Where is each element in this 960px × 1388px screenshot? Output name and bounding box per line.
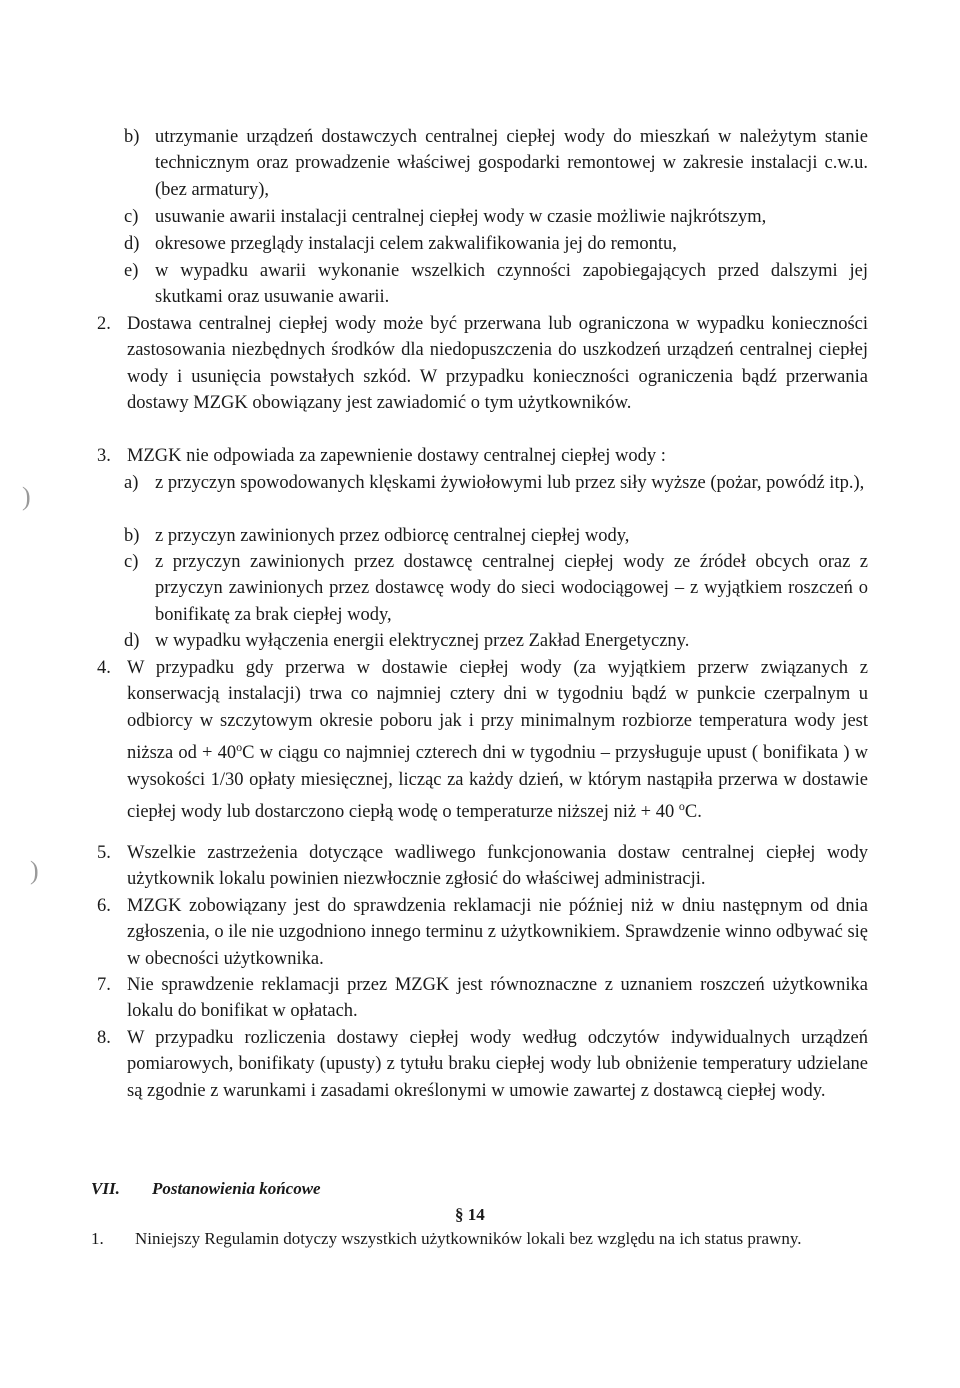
item-text: usuwanie awarii instalacji centralnej ciepłej wody w czasie możliwie najkrótszym,	[155, 207, 767, 227]
numbered-item	[97, 972, 868, 1025]
item-number: 3.	[97, 446, 111, 466]
item-text: MZGK zobowiązany jest do sprawdzenia reklamacji nie później niż w dniu następnym od dnia zgłoszenia, o ile nie uzgodniono innego terminu z użytkownikiem. Sprawdzenie winno odbywać się w obecności użytkownika.	[127, 896, 868, 969]
item-marker: e)	[124, 261, 139, 281]
item-text: z przyczyn zawinionych przez odbiorcę centralnej ciepłej wody,	[155, 526, 630, 546]
item-marker: b)	[124, 526, 140, 546]
item-marker: d)	[124, 631, 140, 651]
item-marker: c)	[124, 552, 139, 572]
list-item	[124, 470, 868, 496]
section-title: Postanowienia końcowe	[152, 1179, 321, 1198]
numbered-item	[91, 1227, 857, 1251]
list-item	[124, 523, 868, 549]
item-text: z przyczyn zawinionych przez dostawcę centralnej ciepłej wody ze źródeł obcych oraz z przyczyn zawinionych przez dostawcę wody do sieci wodociągowej – z wyjątkiem roszczeń o bonifikatę za brak ciepłej wody,	[155, 552, 868, 625]
punch-hole-mark: )	[22, 482, 31, 511]
list-item	[124, 231, 868, 257]
list-item	[124, 628, 868, 654]
item-number: 7.	[97, 975, 111, 995]
item-text: W przypadku rozliczenia dostawy ciepłej wody według odczytów indywidualnych urządzeń pomiarowych, bonifikaty (upusty) z tytułu braku ciepłej wody lub obniżenie temperatury udzielane są zgodnie z warunkami i zasadami określonymi w umowie zawartej z dostawcą ciepłej wody.	[127, 1028, 868, 1101]
item-number: 4.	[97, 658, 111, 678]
item-text	[127, 655, 868, 826]
list-item	[124, 258, 868, 311]
item-text: Wszelkie zastrzeżenia dotyczące wadliwego funkcjonowania dostaw centralnej ciepłej wody użytkownik lokalu powinien niezwłocznie zgłosić do właściwej administracji.	[127, 843, 868, 890]
item-text: utrzymanie urządzeń dostawczych centralnej ciepłej wody do mieszkań w należytym stanie technicznym oraz prowadzenie właściwej gospodarki remontowej w zakresie instalacji c.w.u. (bez armatury),	[155, 127, 868, 200]
list-item	[124, 124, 868, 203]
list-item	[124, 204, 868, 230]
item-number: 8.	[97, 1028, 111, 1048]
numbered-item	[97, 840, 868, 893]
text-part: C.	[684, 802, 702, 823]
paragraph-sign: § 14	[455, 1205, 485, 1224]
item-number: 6.	[97, 896, 111, 916]
item-number: 1.	[91, 1229, 104, 1248]
item-marker: c)	[124, 207, 139, 227]
item-text: w wypadku awarii wykonanie wszelkich czynności zapobiegających przed dalszymi jej skutkami oraz usuwanie awarii.	[155, 261, 868, 308]
item-text: Nie sprawdzenie reklamacji przez MZGK jest równoznaczne z uznaniem roszczeń użytkownika lokalu do bonifikat w opłatach.	[127, 975, 868, 1022]
degree-superscript: o	[678, 799, 685, 814]
text-part: C w ciągu co najmniej czterech dni w tygodniu – przysługuje upust ( bonifikata ) w wysokości 1/30 opłaty miesięcznej, licząc za każdy dzień, w którym nastąpiła przerwa w dostawie ciepłej wody lub dostarczono ciepłą wodę o temperaturze niższej niż + 40	[127, 743, 868, 823]
section-number: VII.	[91, 1179, 120, 1198]
list-item	[124, 549, 868, 628]
item-text: Niniejszy Regulamin dotyczy wszystkich użytkowników lokali bez względu na ich status prawny.	[135, 1229, 802, 1248]
punch-hole-mark: )	[30, 856, 39, 885]
item-text: MZGK nie odpowiada za zapewnienie dostawy centralnej ciepłej wody :	[127, 446, 666, 466]
item-marker: d)	[124, 234, 140, 254]
item-marker: b)	[124, 127, 140, 147]
item-text: z przyczyn spowodowanych klęskami żywiołowymi lub przez siły wyższe (pożar, powódź itp.),	[155, 473, 865, 493]
item-text: Dostawa centralnej ciepłej wody może być przerwana lub ograniczona w wypadku konieczności zastosowania niezbędnych środków dla niedopuszczenia do uszkodzeń urządzeń centralnej ciepłej wody i usunięcia powstałych szkód. W przypadku konieczności ograniczenia bądź przerwania dostawy MZGK obowiązany jest zawiadomić o tym użytkowników.	[127, 314, 868, 414]
item-number: 5.	[97, 843, 111, 863]
item-text: okresowe przeglądy instalacji celem zakwalifikowania jej do remontu,	[155, 234, 677, 254]
item-number: 2.	[97, 314, 111, 334]
item-marker: a)	[124, 473, 139, 493]
numbered-item	[97, 1025, 868, 1104]
text-part: W przypadku gdy przerwa w dostawie ciepłej wody (za wyjątkiem przerw związanych z konserwacją instalacji) trwa co najmniej cztery dni w tygodniu bądź w punkcie czerpalnym u odbiorcy w szczytowym okresie poboru jak i przy minimalnym rozbiorze temperatura wody jest niższa od + 40	[127, 658, 868, 764]
item-text: w wypadku wyłączenia energii elektrycznej przez Zakład Energetyczny.	[155, 631, 690, 651]
numbered-item	[97, 443, 868, 469]
degree-superscript: o	[236, 740, 243, 755]
numbered-item	[97, 893, 868, 972]
numbered-item	[97, 655, 868, 826]
numbered-item	[97, 311, 868, 417]
